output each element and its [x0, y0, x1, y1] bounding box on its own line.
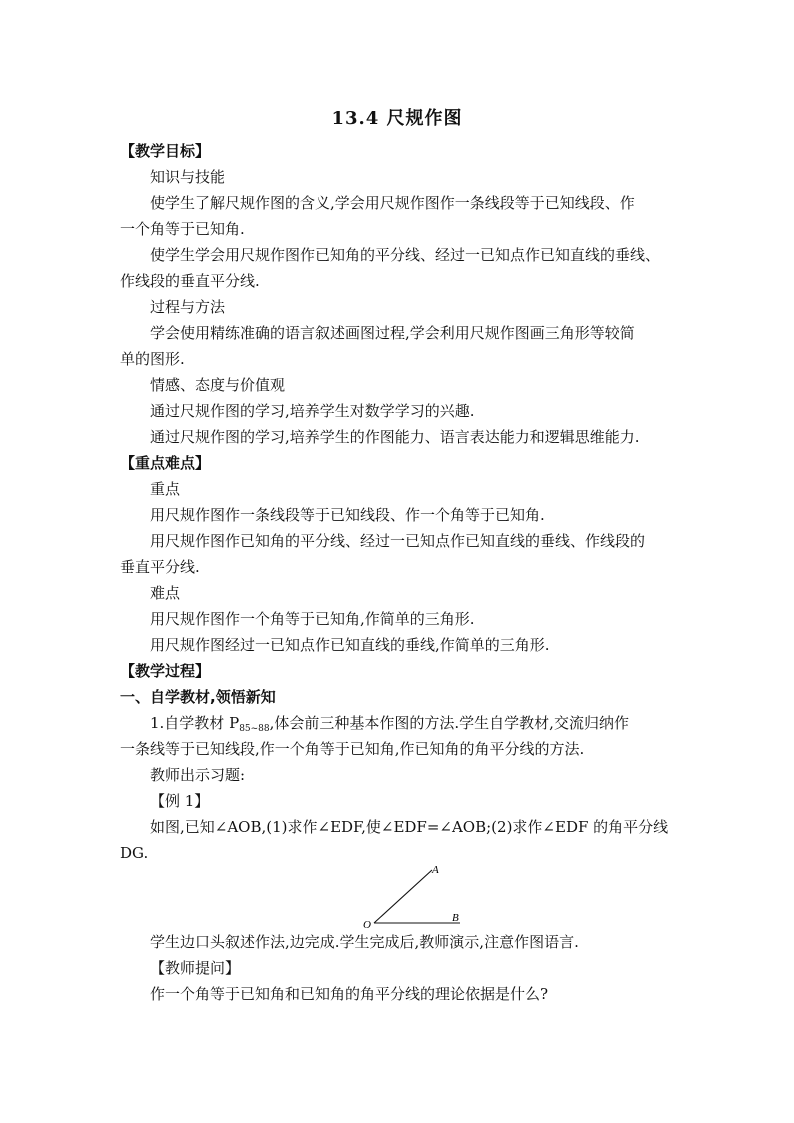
paragraph-line: 一条线等于已知线段,作一个角等于已知角,作已知角的角平分线的方法. — [120, 740, 585, 758]
paragraph-line: 用尺规作图作一条线段等于已知线段、作一个角等于已知角. — [150, 506, 545, 524]
paragraph-line: 垂直平分线. — [120, 558, 200, 576]
angle-aob-figure — [360, 860, 470, 930]
subheading-difficult: 难点 — [150, 584, 181, 602]
paragraph-line — [150, 713, 680, 739]
paragraph-line: 通过尺规作图的学习,培养学生对数学学习的兴趣. — [150, 402, 475, 420]
paragraph-line: 用尺规作图经过一已知点作已知直线的垂线,作简单的三角形. — [150, 636, 550, 654]
subheading-process: 过程与方法 — [150, 298, 226, 316]
paragraph-line: 教师出示习题: — [150, 766, 246, 784]
subsection-heading-self-study: 一、自学教材,领悟新知 — [120, 688, 276, 706]
subheading-key: 重点 — [150, 480, 181, 498]
paragraph-line: 使学生了解尺规作图的含义,学会用尺规作图作一条线段等于已知线段、作 — [150, 194, 635, 212]
subheading-knowledge: 知识与技能 — [150, 168, 226, 186]
paragraph-text: 1.自学教材 P — [150, 714, 240, 732]
teacher-question-label: 【教师提问】 — [150, 959, 241, 977]
paragraph-text: ,体会前三种基本作图的方法.学生自学教材,交流归纳作 — [269, 714, 629, 732]
paragraph-line: 通过尺规作图的学习,培养学生的作图能力、语言表达能力和逻辑思维能力. — [150, 428, 640, 446]
point-label-a: A — [432, 864, 439, 876]
paragraph-line: 作一个角等于已知角和已知角的角平分线的理论依据是什么? — [150, 985, 549, 1003]
subheading-attitude: 情感、态度与价值观 — [150, 376, 286, 394]
paragraph-line: 一个角等于已知角. — [120, 220, 245, 238]
paragraph-line: 使学生学会用尺规作图作已知角的平分线、经过一已知点作已知直线的垂线、 — [150, 246, 661, 264]
example-label: 【例 1】 — [150, 792, 210, 810]
paragraph-line: 学生边口头叙述作法,边完成.学生完成后,教师演示,注意作图语言. — [150, 933, 579, 951]
page-range-subscript: 85~88 — [239, 724, 270, 734]
section-heading-key-points: 【重点难点】 — [120, 454, 211, 472]
paragraph-line: DG. — [120, 844, 149, 862]
point-label-o: O — [363, 919, 371, 930]
angle-aob-diagram — [360, 860, 470, 930]
page-title: 13.4 尺规作图 — [331, 108, 463, 129]
paragraph-line: 用尺规作图作一个角等于已知角,作简单的三角形. — [150, 610, 475, 628]
paragraph-line: 学会使用精练准确的语言叙述画图过程,学会利用尺规作图画三角形等较简 — [150, 324, 635, 342]
ray-oa — [374, 870, 432, 923]
paragraph-line: 作线段的垂直平分线. — [120, 272, 260, 290]
point-label-b: B — [452, 912, 459, 924]
paragraph-line: 如图,已知∠AOB,(1)求作∠EDF,使∠EDF=∠AOB;(2)求作∠EDF 的角平分线 — [150, 818, 669, 836]
paragraph-line: 用尺规作图作已知角的平分线、经过一已知点作已知直线的垂线、作线段的 — [150, 532, 646, 550]
paragraph-line: 单的图形. — [120, 350, 185, 368]
section-heading-process: 【教学过程】 — [120, 662, 211, 680]
section-heading-objectives: 【教学目标】 — [120, 142, 211, 160]
